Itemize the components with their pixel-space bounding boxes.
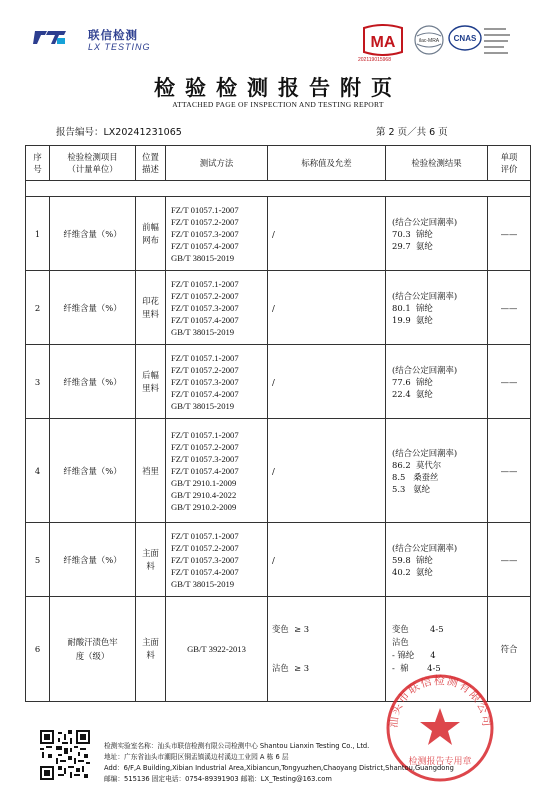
table-row <box>26 523 531 597</box>
row-results <box>386 345 488 419</box>
method-line: FZ/T 01057.4-2007 <box>171 388 239 399</box>
result-line: 86.2 莫代尔 <box>392 459 442 470</box>
method-line: GB/T 2910.1-2009 <box>171 477 237 488</box>
results-table <box>25 145 531 702</box>
row-methods <box>166 271 268 345</box>
row-position: 主面料 <box>136 597 166 702</box>
row-standard: / <box>268 197 386 271</box>
row-position: 前幅网布 <box>136 197 166 271</box>
table-header-row <box>26 146 531 181</box>
method-line: FZ/T 01057.3-2007 <box>171 228 239 239</box>
method-line: FZ/T 01057.1-2007 <box>171 530 239 541</box>
method-line: GB/T 38015-2019 <box>171 252 235 263</box>
result-line: 59.8 锦纶 <box>392 554 433 565</box>
row-results <box>386 197 488 271</box>
cma-letters: MA <box>370 34 396 51</box>
row-item: 纤维含量（%） <box>50 197 136 271</box>
accreditation-text-icon <box>484 26 512 58</box>
stamp-text: 汕头市联信检测有限公司 <box>386 673 494 729</box>
method-line: GB/T 38015-2019 <box>171 578 235 589</box>
row-no: 5 <box>26 523 50 597</box>
header-method: 测试方法 <box>166 146 268 181</box>
row-results <box>386 271 488 345</box>
cert-number: 202119015968 <box>358 57 391 63</box>
method-line: FZ/T 01057.1-2007 <box>171 204 239 215</box>
method-line: FZ/T 01057.4-2007 <box>171 314 239 325</box>
table-row <box>26 271 531 345</box>
result-line: 沾色 <box>392 637 409 647</box>
row-verdict: —— <box>488 345 531 419</box>
header-position: 位置描述 <box>136 146 166 181</box>
result-line: 70.3 锦纶 <box>392 228 433 239</box>
row-results <box>386 419 488 523</box>
result-line: 29.7 氨纶 <box>392 240 433 251</box>
footer-lab-name: 检测实验室名称：汕头市联信检测有限公司检测中心 Shantou Lianxin Testing Co., Ltd. <box>104 742 370 750</box>
row-standard <box>268 597 386 702</box>
report-number: 报告编号：LX20241231065 <box>56 127 182 138</box>
cma-badge-icon <box>360 22 406 62</box>
method-line: FZ/T 01057.2-2007 <box>171 441 239 452</box>
method-line: FZ/T 01057.4-2007 <box>171 566 239 577</box>
row-position: 后幅里料 <box>136 345 166 419</box>
result-line: (结合公定回潮率) <box>392 290 458 301</box>
table-row <box>26 345 531 419</box>
result-line: 8.5 桑蚕丝 <box>392 471 439 482</box>
row-verdict: —— <box>488 419 531 523</box>
method-line: FZ/T 01057.2-2007 <box>171 290 239 301</box>
result-line: 变色 4-5 <box>392 624 444 634</box>
footer-address-en: Add：6/F,A Building,Xibian Industrial Area,Xibiancun,Tongyuzhen,Chaoyang District,Shantou,Guangdong <box>104 764 454 772</box>
result-line: 22.4 氨纶 <box>392 388 433 399</box>
table-row <box>26 197 531 271</box>
result-line: (结合公定回潮率) <box>392 216 458 227</box>
method-line: FZ/T 01057.1-2007 <box>171 352 239 363</box>
ilac-badge-icon <box>413 22 445 62</box>
row-methods <box>166 419 268 523</box>
row-position: 裆里 <box>136 419 166 523</box>
method-line: FZ/T 01057.3-2007 <box>171 554 239 565</box>
row-no: 3 <box>26 345 50 419</box>
result-line: 19.9 氨纶 <box>392 314 433 325</box>
result-line: (结合公定回潮率) <box>392 447 458 458</box>
result-line: (结合公定回潮率) <box>392 542 458 553</box>
row-position: 主面料 <box>136 523 166 597</box>
method-line: GB/T 2910.2-2009 <box>171 501 237 512</box>
footer-address-cn: 地址：广东省汕头市潮阳区铜盂镇溪边村溪边工业园 A 栋 6 层 <box>104 753 289 761</box>
company-logo-cn: 联信检测 <box>88 28 138 42</box>
row-methods <box>166 197 268 271</box>
row-no: 1 <box>26 197 50 271</box>
lx-logo-icon <box>33 27 67 47</box>
row-no: 4 <box>26 419 50 523</box>
header-verdict: 单项评价 <box>488 146 531 181</box>
spacer-cell <box>26 181 531 197</box>
row-standard: / <box>268 271 386 345</box>
method-line: FZ/T 01057.3-2007 <box>171 376 239 387</box>
method-line: GB/T 38015-2019 <box>171 400 235 411</box>
method-line: FZ/T 01057.3-2007 <box>171 453 239 464</box>
spacer-row <box>26 181 531 197</box>
page-title: 检验检测报告附页 <box>154 75 402 100</box>
row-item: 纤维含量（%） <box>50 419 136 523</box>
method-line: FZ/T 01057.1-2007 <box>171 429 239 440</box>
row-item: 纤维含量（%） <box>50 345 136 419</box>
row-verdict: —— <box>488 523 531 597</box>
page-title-en: ATTACHED PAGE OF INSPECTION AND TESTING REPORT <box>172 100 384 109</box>
stamp-subtext: 检测报告专用章 <box>408 757 472 767</box>
row-standard: / <box>268 419 386 523</box>
row-verdict: 符合 <box>488 597 531 702</box>
row-results <box>386 523 488 597</box>
method-line: FZ/T 01057.4-2007 <box>171 465 239 476</box>
ilac-letters: ilac-MRA <box>418 38 440 44</box>
standard-line: 变色 ≥ 3 <box>272 624 310 634</box>
row-verdict: —— <box>488 197 531 271</box>
method-line: FZ/T 01057.3-2007 <box>171 302 239 313</box>
row-methods <box>166 597 268 702</box>
row-standard: / <box>268 345 386 419</box>
cnas-letters: CNAS <box>453 34 477 43</box>
method-line: FZ/T 01057.2-2007 <box>171 364 239 375</box>
method-line: GB/T 3922-2013 <box>187 644 246 654</box>
row-item: 纤维含量（%） <box>50 271 136 345</box>
header-item: 检验检测项目（计量单位） <box>50 146 136 181</box>
standard-line: 沾色 ≥ 3 <box>272 663 310 673</box>
row-methods <box>166 523 268 597</box>
row-item: 耐酸汗渍色牢度（级） <box>50 597 136 702</box>
row-item: 纤维含量（%） <box>50 523 136 597</box>
result-line: (结合公定回潮率) <box>392 364 458 375</box>
result-line: 5.3 氨纶 <box>392 483 431 494</box>
result-line: 77.6 锦纶 <box>392 376 433 387</box>
row-no: 2 <box>26 271 50 345</box>
cnas-badge-icon <box>447 22 483 62</box>
result-line: - 锦纶 4 <box>392 650 436 660</box>
company-logo-en: LX TESTING <box>88 42 151 52</box>
result-line: 80.1 锦纶 <box>392 302 433 313</box>
row-methods <box>166 345 268 419</box>
row-no: 6 <box>26 597 50 702</box>
method-line: FZ/T 01057.1-2007 <box>171 278 239 289</box>
method-line: GB/T 38015-2019 <box>171 326 235 337</box>
qr-code-icon <box>40 730 90 780</box>
result-line: 40.2 氨纶 <box>392 566 433 577</box>
header-standard: 标称值及允差 <box>268 146 386 181</box>
footer-contact: 邮编：515136 固定电话：0754-89391903 邮箱：LX_Testing@163.com <box>104 775 332 783</box>
method-line: FZ/T 01057.2-2007 <box>171 542 239 553</box>
table-row <box>26 419 531 523</box>
method-line: FZ/T 01057.2-2007 <box>171 216 239 227</box>
header-seq: 序号 <box>26 146 50 181</box>
page-number: 第 2 页／共 6 页 <box>376 127 448 138</box>
header-result: 检验检测结果 <box>386 146 488 181</box>
method-line: GB/T 2910.4-2022 <box>171 489 237 500</box>
row-standard: / <box>268 523 386 597</box>
row-verdict: —— <box>488 271 531 345</box>
row-position: 印花里料 <box>136 271 166 345</box>
result-line: - 棉 4-5 <box>392 663 441 673</box>
method-line: FZ/T 01057.4-2007 <box>171 240 239 251</box>
